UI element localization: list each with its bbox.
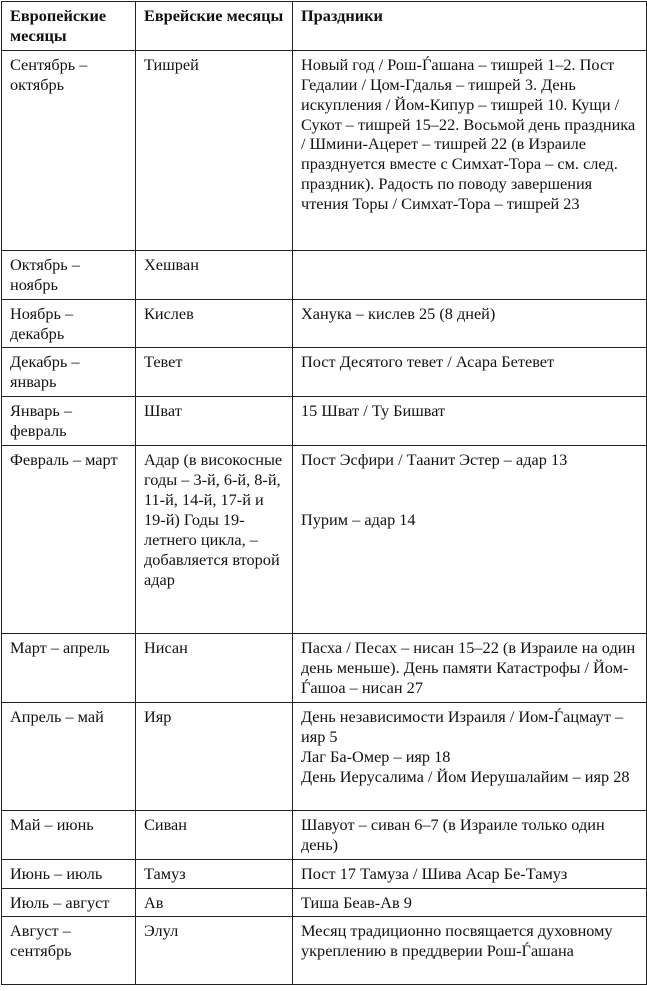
jewish-month-cell: Хешван <box>136 250 293 299</box>
holiday-entry: Шавуот – сиван 6–7 (в Израиле только один день) <box>301 814 605 854</box>
holidays-cell <box>293 50 647 250</box>
holidays-cell <box>293 397 647 446</box>
european-month-cell: Август – сентябрь <box>2 917 136 985</box>
holidays-cell <box>293 446 647 634</box>
jewish-month-cell: Ияр <box>136 702 293 810</box>
european-month-cell: Июль – август <box>2 888 136 917</box>
holiday-entry: Лаг Ба-Омер – ияр 18 <box>301 746 451 766</box>
jewish-month-cell: Адар (в високосные годы – 3-й, 6-й, 8-й, 11-й, 14-й, 17-й и 19-й) Годы 19-летнего цикла, – добавляется второй адар <box>136 446 293 634</box>
holiday-entry: Пост 17 Тамуза / Шива Асар Бе-Тамуз <box>301 863 568 883</box>
table-row <box>2 810 647 859</box>
table-row <box>2 50 647 250</box>
jewish-month-cell: Шват <box>136 397 293 446</box>
table-row <box>2 446 647 634</box>
holidays-cell <box>293 917 647 985</box>
jewish-month-cell: Тевет <box>136 348 293 397</box>
jewish-calendar-table <box>1 1 647 985</box>
table-row <box>2 348 647 397</box>
table-row <box>2 702 647 810</box>
header-holidays: Праздники <box>293 2 647 51</box>
jewish-month-cell: Тишрей <box>136 50 293 250</box>
table-row <box>2 250 647 299</box>
header-row <box>2 2 647 51</box>
european-month-cell: Ноябрь – декабрь <box>2 299 136 348</box>
jewish-month-cell: Сиван <box>136 810 293 859</box>
european-month-cell: Декабрь – январь <box>2 348 136 397</box>
jewish-month-cell: Кислев <box>136 299 293 348</box>
table-row <box>2 917 647 985</box>
holiday-entry: Новый год / Рош-Ѓашана – тишрей 1–2. Пост Гедалии / Цом-Гдалья – тишрей 3. День искупления / Йом-Кипур – тишрей 10. Кущи / Сукот – тишрей 15–22. Восьмой день праздника / Шмини-Ацерет – тишрей 22 (в Израиле празднуется вместе с Симхат-Тора – см. след. праздник). Радость по поводу завершения чтения Торы / Симхат-Тора – тишрей 23 <box>301 54 636 214</box>
jewish-month-cell: Ав <box>136 888 293 917</box>
european-month-cell: Сентябрь – октябрь <box>2 50 136 250</box>
european-month-cell: Март – апрель <box>2 634 136 703</box>
holiday-entry: 15 Шват / Ту Бишват <box>301 401 446 421</box>
holiday-entry: Тиша Беав-Ав 9 <box>301 892 412 912</box>
european-month-cell: Октябрь – ноябрь <box>2 250 136 299</box>
table-row <box>2 634 647 703</box>
holidays-cell <box>293 702 647 810</box>
holidays-cell <box>293 250 647 299</box>
holiday-entry: День Иерусалима / Йом Иерушалайим – ияр 28 <box>301 766 630 786</box>
holidays-cell <box>293 299 647 348</box>
table-row <box>2 888 647 917</box>
european-month-cell: Апрель – май <box>2 702 136 810</box>
holiday-entry: День независимости Израиля / Иом-Ѓацмаут – ияр 5 <box>301 706 624 746</box>
european-month-cell: Июнь – июль <box>2 859 136 888</box>
jewish-month-cell: Нисан <box>136 634 293 703</box>
holiday-entry: Месяц традиционно посвящается духовному укреплению в преддверии Рош-Ѓашана <box>301 921 613 961</box>
holiday-entry: Пост Эсфири / Таанит Эстер – адар 13 <box>301 450 568 470</box>
jewish-month-cell: Элул <box>136 917 293 985</box>
holidays-cell <box>293 859 647 888</box>
table-row <box>2 299 647 348</box>
holidays-cell <box>293 888 647 917</box>
holiday-entry: Ханука – кислев 25 (8 дней) <box>301 303 496 323</box>
holidays-cell <box>293 634 647 703</box>
header-jewish-months: Еврейские месяцы <box>136 2 293 51</box>
table-row <box>2 859 647 888</box>
table-row <box>2 397 647 446</box>
jewish-month-cell: Тамуз <box>136 859 293 888</box>
holidays-cell <box>293 348 647 397</box>
european-month-cell: Январь – февраль <box>2 397 136 446</box>
holiday-entry: Пурим – адар 14 <box>301 509 416 529</box>
holiday-entry: Пасха / Песах – нисан 15–22 (в Израиле на один день меньше). День памяти Катастрофы / Йом-Ѓашоа – нисан 27 <box>301 638 636 697</box>
european-month-cell: Февраль – март <box>2 446 136 634</box>
header-european-months: Европейские месяцы <box>2 2 136 51</box>
holidays-cell <box>293 810 647 859</box>
holiday-entry: Пост Десятого тевет / Асара Бетевет <box>301 352 555 372</box>
european-month-cell: Май – июнь <box>2 810 136 859</box>
